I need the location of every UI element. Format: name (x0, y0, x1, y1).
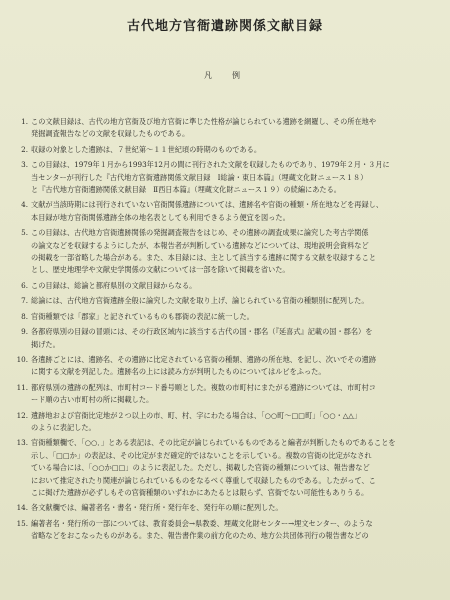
list-item (6, 227, 444, 277)
text-line: ている場合には、「○○か□□」のように表記した。ただし、掲載した官衙の種類については、報告書など (31, 463, 370, 473)
item-number: 2. (21, 144, 28, 154)
item-number: 13. (16, 438, 28, 448)
text-line: この目録は、総論と都府県別の文献目録からなる。 (31, 280, 197, 290)
list-item (6, 199, 444, 224)
list-item (6, 144, 444, 156)
text-line: この目録は、1979年１月から1993年12月の間に刊行された文献を収録したものであり、1979年２月・３月に (31, 160, 390, 170)
item-number: 7. (21, 296, 28, 306)
text-line: 各都府県別の目録の冒頭には、その行政区域内に該当する古代の国・郡名（『延喜式』記載の国・郡名）を (31, 327, 373, 337)
item-text (31, 227, 444, 277)
list-item (6, 518, 444, 543)
item-text (31, 295, 444, 307)
text-line: 官衙種類欄で、「○○．」とある表記は、その比定が論じられているものであると編者が判断したものであることを (31, 438, 396, 448)
item-text (31, 144, 444, 156)
item-number: 8. (21, 311, 28, 321)
text-line: 官衙種類では「郡家」と記されているものも郡衙の表記に統一した。 (31, 311, 254, 321)
item-number: 1. (21, 117, 28, 126)
list-item (6, 382, 444, 407)
item-text (31, 326, 444, 351)
item-number: 10. (16, 354, 28, 364)
document-title: 古代地方官衙遺跡関係文献目録 (126, 19, 323, 34)
text-line: 各遺跡ごとには、遺跡名、その遺跡に比定されている官衙の種類、遺跡の所在地、を記し、次いでその遺跡 (31, 354, 377, 364)
item-text (31, 518, 444, 543)
item-number: 11. (16, 382, 28, 392)
item-number: 9. (21, 327, 28, 337)
item-text (31, 311, 444, 323)
item-text (31, 410, 444, 435)
list-item (6, 280, 444, 292)
text-line: 遺跡地および官衙比定地が２つ以上の市、町、村、字にわたる場合は、「○○町～□□町」「○○・△△」 (31, 410, 362, 420)
text-line: 当センターが刊行した『古代地方官衙遺跡関係文献目録 Ⅰ総論・東日本篇』（埋蔵文化財ニュース１８） (31, 172, 368, 182)
text-line: において推定されたり関連が論じられているものをなるべく尊重して収録したものである。したがって、こ (31, 475, 376, 485)
item-number: 4. (21, 200, 28, 210)
text-line: 各文献欄では、編著者名・書名・発行所・発行年を、発行年の順に配列した。 (31, 503, 283, 513)
text-line: ード順の古い市町村の所に掲載した。 (31, 395, 154, 405)
item-number: 12. (16, 410, 28, 420)
text-line: この文献目録は、古代の地方官衙及び地方官衙に準じた性格が論じられている遺跡を網羅し、その所在地や (31, 117, 377, 126)
text-line: 本目録が地方官衙関係遺跡全体の地名表としても利用できるよう便宜を図った。 (31, 212, 290, 222)
list-item (6, 159, 444, 196)
item-text (31, 437, 444, 499)
list-item (6, 437, 444, 499)
text-line: 省略などをおこなったものがある。また、報告書作業の前方化のため、地方公共団体刊行の報告書などの (31, 531, 369, 541)
list-item (6, 502, 444, 514)
item-text (31, 159, 444, 196)
list-item (6, 326, 444, 351)
text-line: 都府県別の遺跡の配列は、市町村コード番号順とした。複数の市町村にまたがる遺跡については、市町村コ (31, 382, 376, 392)
text-line: 発掘調査報告などの文献を収録したものである。 (31, 129, 190, 139)
item-text (31, 354, 444, 379)
text-line: 掲げた。 (31, 339, 60, 349)
item-number: 3. (21, 160, 28, 170)
paragraph-list (6, 116, 444, 546)
list-item (6, 354, 444, 379)
item-text (31, 502, 444, 514)
list-item (6, 295, 444, 307)
text-line: のように表記した。 (31, 422, 96, 432)
text-line: 編著者名・発行所の一部については、教育委員会→県教委、埋蔵文化財センター→埋文センター、のような (31, 518, 373, 528)
text-line: の掲載を一部省略した場合がある。また、本目録には、主として該当する遺跡に関する文献を収録すること (31, 253, 377, 263)
item-text (31, 199, 444, 224)
item-number: 6. (21, 280, 28, 290)
text-line: この目録は、古代地方官衙遺跡関係の発掘調査報告をはじめ、その遺跡の調査成果に論究した考古学関係 (31, 228, 369, 238)
list-item (6, 116, 444, 141)
text-line: とし、歴史地理学や文献史学関係の文献については一部を除いて掲載を省いた。 (31, 265, 290, 275)
item-number: 14. (16, 503, 28, 513)
text-line: 収録の対象とした遺跡は、７世紀第～１１世紀頃の時期のものである。 (31, 144, 262, 154)
text-line: の論文などを収録するようにしたが、本報告者が判断している遺跡などについては、現地説明会資料など (31, 240, 369, 250)
item-number: 15. (16, 518, 28, 528)
item-text (31, 116, 444, 141)
list-item (6, 311, 444, 323)
text-line: 文献が当該時期には刊行されていない官衙関係遺跡については、遺跡名や官衙の種類・所在地などを再録し、 (31, 200, 384, 210)
text-line: 総論には、古代地方官衙遺跡全般に論究した文献を取り上げ、論じられている官衙の種類別に配列した。 (31, 296, 369, 306)
text-line: と『古代地方官衙遺跡関係文献目録 Ⅱ西日本篇』（埋蔵文化財ニュース１９）の続編にあたる。 (31, 185, 341, 195)
text-line: 示し、「□□か」の表記は、その比定がまだ確定的ではないことを示している。複数の官衙の比定がなされ (31, 450, 372, 460)
list-item (6, 410, 444, 435)
item-text (31, 280, 444, 292)
text-line: こに掲げた遺跡が必ずしもその官衙種類のいずれかにあたるとは限らず、官衙でない可能性もありうる。 (31, 487, 369, 497)
item-text (31, 382, 444, 407)
text-line: に関する文献を列記した。遺跡名の上には読み方が判明したものについてはルビをふった。 (31, 367, 326, 377)
document-subtitle: 凡 例 (204, 71, 246, 80)
item-number: 5. (21, 228, 28, 238)
